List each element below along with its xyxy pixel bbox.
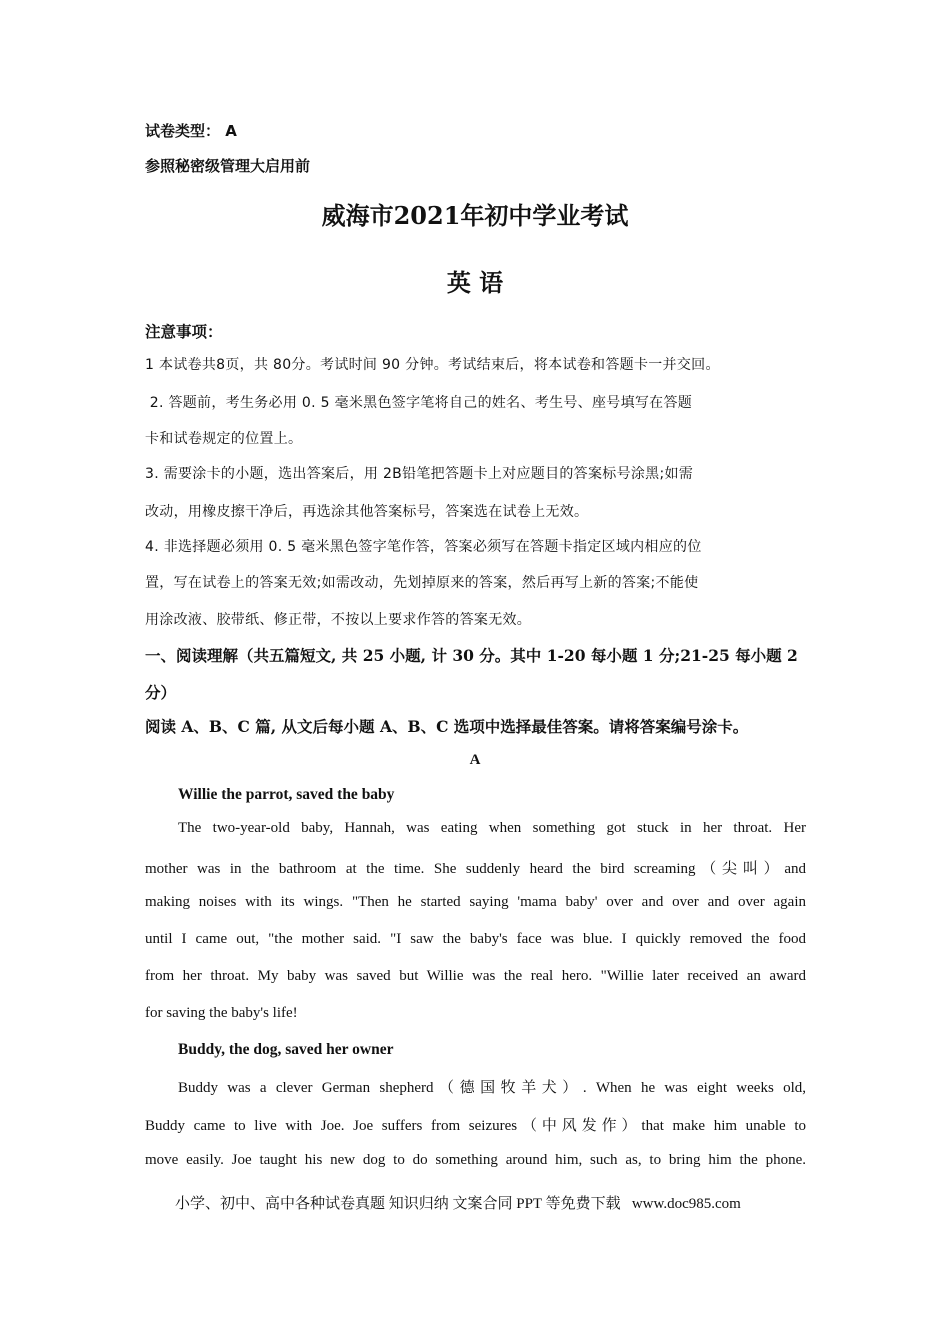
note-line: 1 本试卷共8页，共 80分。考试时间 90 分钟。考试结束后，将本试卷和答题卡一并交回。 <box>145 357 720 373</box>
paragraph-line: until I came out, "the mother said. "I saw the baby's face was blue. I quickly removed the food <box>145 931 806 947</box>
paragraph-line: The two-year-old baby, Hannah, was eating when something got stuck in her throat. Her <box>178 820 806 836</box>
note-line: 卡和试卷规定的位置上。 <box>145 431 303 447</box>
passage-label: A <box>469 752 481 768</box>
story-paragraph <box>145 820 806 1042</box>
subject-title: 英 语 <box>446 268 504 297</box>
paragraph-line: mother was in the bathroom at the time. She suddenly heard the bird screaming（尖叫）and <box>145 861 806 877</box>
exam-title: 威海市2021年初中学业考试 <box>321 201 629 230</box>
paper-type: 试卷类型： A <box>145 122 237 140</box>
page-footer: 小学、初中、高中各种试卷真题 知识归纳 文案合同 PPT 等免费下载 www.doc985.com <box>175 1196 741 1212</box>
paragraph-line: for saving the baby's life! <box>145 1005 298 1021</box>
note-line: 2. 答题前，考生务必用 0. 5 毫米黑色签字笔将自己的姓名、考生号、座号填写在答题 <box>145 395 693 411</box>
paragraph-line: move easily. Joe taught his new dog to do something around him, such as, to bring him the phone. <box>145 1152 806 1168</box>
story-title: Buddy, the dog, saved her owner <box>178 1041 394 1058</box>
secrecy-level: 参照秘密级管理大启用前 <box>145 157 311 175</box>
paragraph-line: from her throat. My baby was saved but Willie was the real hero. "Willie later received an award <box>145 968 806 984</box>
note-line: 改动，用橡皮擦干净后，再选涂其他答案标号，答案选在试卷上无效。 <box>145 504 589 520</box>
note-line: 用涂改液、胶带纸、修正带，不按以上要求作答的答案无效。 <box>145 612 532 628</box>
story-title: Willie the parrot, saved the baby <box>178 786 395 803</box>
note-line: 置，写在试卷上的答案无效;如需改动，先划掉原来的答案，然后再写上新的答案;不能使 <box>145 575 699 591</box>
note-line: 3. 需要涂卡的小题，选出答案后，用 2B铅笔把答题卡上对应题目的答案标号涂黑;如需 <box>145 466 694 482</box>
section-instruction: 阅读 A、B、C 篇, 从文后每小题 A、B、C 选项中选择最佳答案。请将答案编号涂卡。 <box>145 717 749 736</box>
story-paragraph <box>145 1076 806 1190</box>
paragraph-line: Buddy was a clever German shepherd（德国牧羊犬）. When he was eight weeks old, <box>178 1080 806 1096</box>
paragraph-line: making noises with its wings. "Then he started saying 'mama baby' over and over and over again <box>145 894 806 910</box>
section-heading-cont: 分） <box>145 683 177 702</box>
section-heading: 一、阅读理解（共五篇短文, 共 25 小题, 计 30 分。其中 1-20 每小题 1 分;21-25 每小题 2 <box>145 646 798 665</box>
notes-heading: 注意事项： <box>145 323 223 341</box>
paragraph-line: Buddy came to live with Joe. Joe suffers from seizures（中风发作）that make him unable to <box>145 1118 806 1134</box>
note-line: 4. 非选择题必须用 0. 5 毫米黑色签字笔作答，答案必须写在答题卡指定区域内相应的位 <box>145 539 702 555</box>
